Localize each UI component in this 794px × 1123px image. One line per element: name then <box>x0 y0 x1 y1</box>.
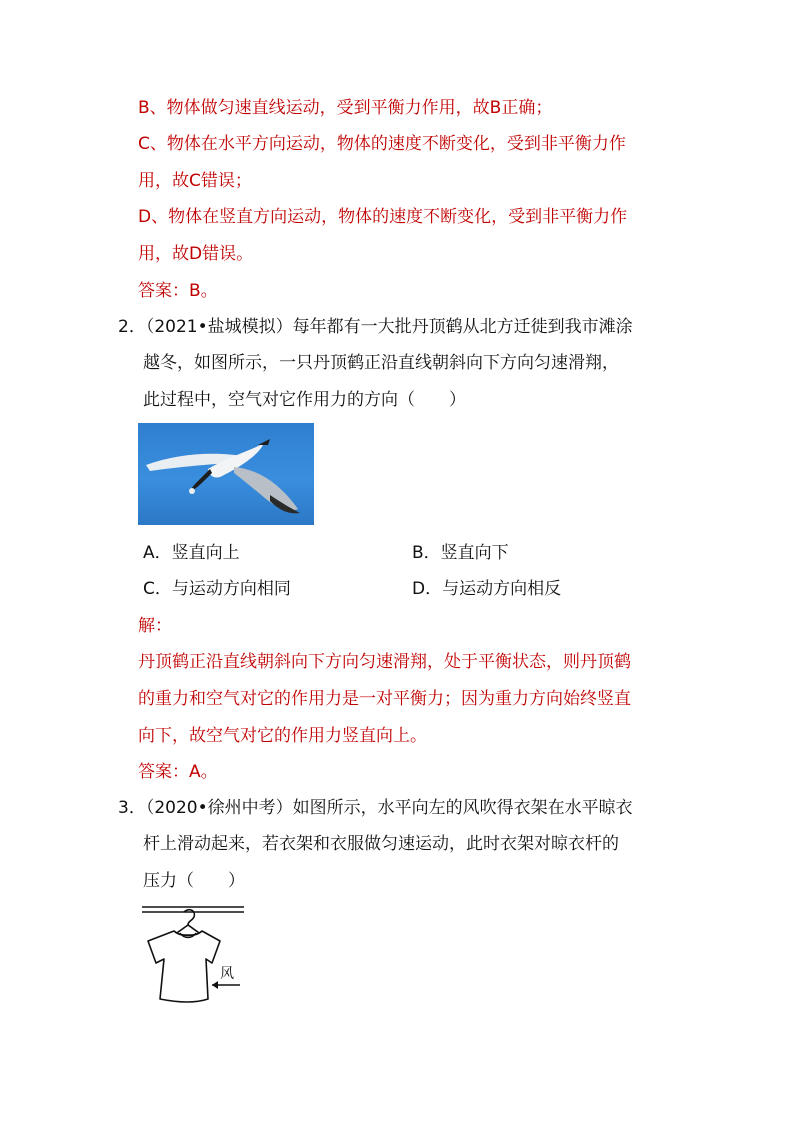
q3-line1: 3．（2020•徐州中考）如图所示，水平向左的风吹得衣架在水平晾衣 <box>118 798 633 818</box>
q2-solution-label: 解： <box>138 616 172 636</box>
shirt-hanger-icon <box>140 903 250 1013</box>
q2-option-a[interactable]: A．竖直向上 <box>143 543 240 563</box>
q2-line1: 2．（2021•盐城模拟）每年都有一大批丹顶鹤从北方迁徙到我市滩涂 <box>118 317 633 337</box>
hanger-figure <box>140 903 250 1013</box>
solution-line-d2: 用，故D错误。 <box>138 244 254 264</box>
wind-label: 风 <box>220 966 234 982</box>
q2-line2: 越冬，如图所示，一只丹顶鹤正沿直线朝斜向下方向匀速滑翔， <box>143 353 619 373</box>
q2-answer: 答案：A。 <box>138 762 218 782</box>
crane-photo <box>138 423 314 525</box>
solution-line-c2: 用，故C错误； <box>138 171 252 191</box>
q2-option-d[interactable]: D．与运动方向相反 <box>412 579 562 599</box>
q2-option-c[interactable]: C．与运动方向相同 <box>143 579 291 599</box>
q2-solution-line1: 丹顶鹤正沿直线朝斜向下方向匀速滑翔，处于平衡状态，则丹顶鹤 <box>138 652 631 672</box>
solution-line-c1: C、物体在水平方向运动，物体的速度不断变化，受到非平衡力作 <box>138 134 626 154</box>
q3-line2: 杆上滑动起来，若衣架和衣服做匀速运动，此时衣架对晾衣杆的 <box>143 834 619 854</box>
answer-prev: 答案：B。 <box>138 281 218 301</box>
q2-option-b[interactable]: B．竖直向下 <box>412 543 509 563</box>
q3-line3: 压力（ ） <box>143 871 245 891</box>
solution-line-b: B、物体做匀速直线运动，受到平衡力作用，故B正确； <box>138 98 553 118</box>
crane-icon <box>138 423 314 525</box>
solution-line-d1: D、物体在竖直方向运动，物体的速度不断变化，受到非平衡力作 <box>138 207 628 227</box>
q2-line3: 此过程中，空气对它作用力的方向（ ） <box>143 390 466 410</box>
q2-solution-line2: 的重力和空气对它的作用力是一对平衡力；因为重力方向始终竖直 <box>138 689 631 709</box>
q2-solution-line3: 向下，故空气对它的作用力竖直向上。 <box>138 726 427 746</box>
